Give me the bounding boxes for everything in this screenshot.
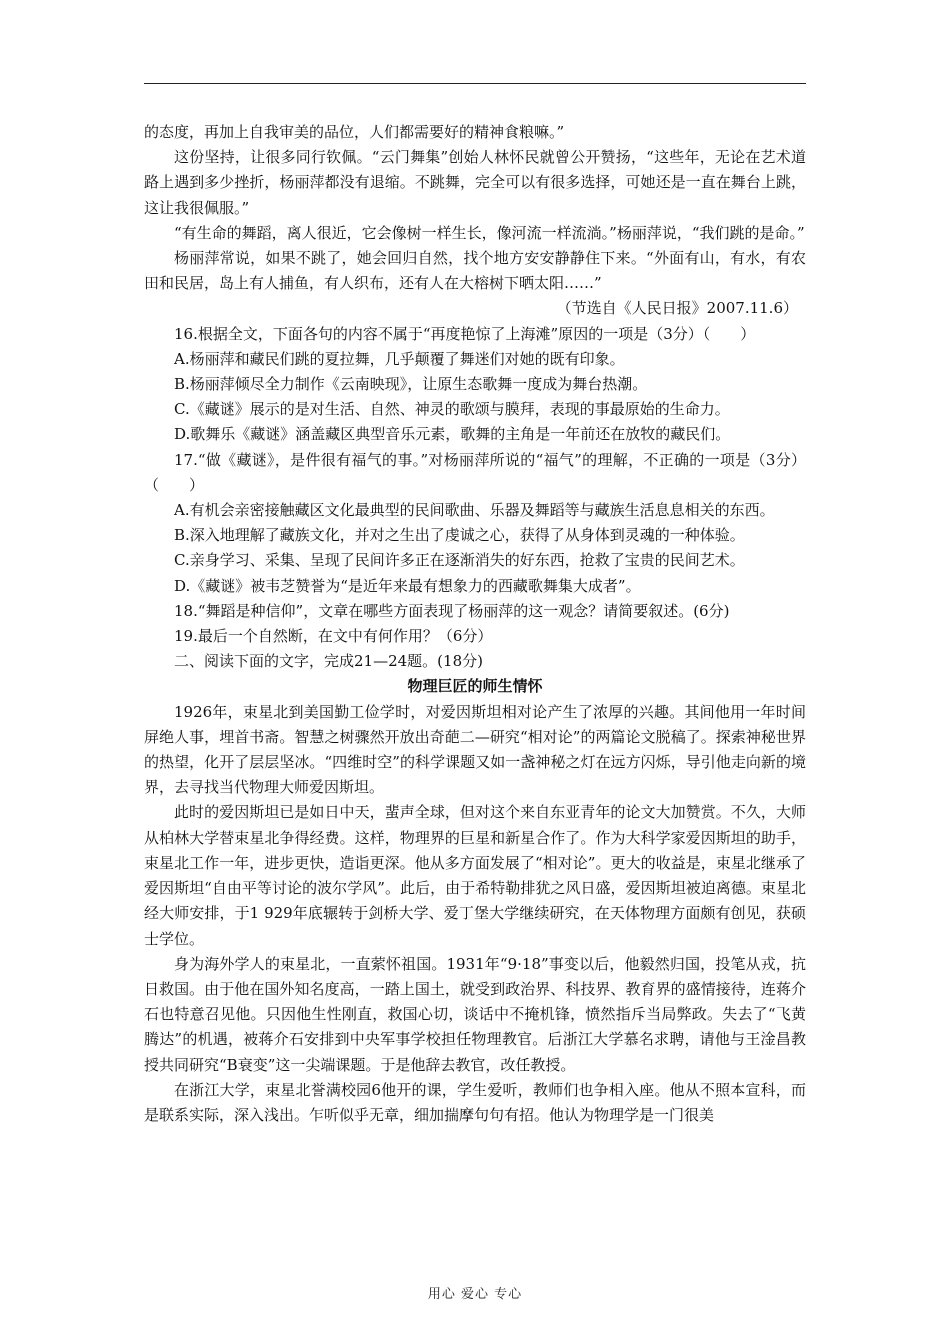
document-body [144,120,806,1128]
paragraph: 的态度，再加上自我审美的品位，人们都需要好的精神食粮嘛。” [144,123,565,141]
option-b: B.杨丽萍倾尽全力制作《云南映现》，让原生态歌舞一度成为舞台热潮。 [174,375,648,394]
paragraph: 此时的爱因斯坦已是如日中天，蜚声全球，但对这个来自东亚青年的论文大加赞赏。不久，大师从柏林大学替束星北争得经费。这样，物理界的巨星和新星合作了。作为大科学家爱因斯坦的助手，束星北工作一年，进步更快，造诣更深。他从多方面发展了“相对论”。更大的收益是，束星北继承了爱因斯坦“自由平等讨论的波尔学风”。此后，由于希特勒排犹之风日盛，爱因斯坦被迫离德。束星北经大师安排，于1 929年底辗转于剑桥大学、爱丁堡大学继续研究，在天体物理方面颇有创见，获硕士学位。 [144,803,806,948]
paragraph: 杨丽萍常说，如果不跳了，她会回归自然，找个地方安安静静住下来。“外面有山，有水，有农田和民居，岛上有人捕鱼，有人织布，还有人在大榕树下晒太阳……” [144,249,806,293]
option-c: C.亲身学习、采集、呈现了民间许多正在逐渐消失的好东西，抢救了宝贵的民间艺术。 [174,551,745,570]
option-d: D.歌舞乐《藏谜》涵盖藏区典型音乐元素，歌舞的主角是一年前还在放牧的藏民们。 [174,425,731,444]
option-c: C.《藏谜》展示的是对生活、自然、神灵的歌颂与膜拜，表现的事最原始的生命力。 [174,400,730,419]
source-citation: （节选自《人民日报》2007.11.6） [556,299,798,318]
paragraph: 在浙江大学，束星北誉满校园6他开的课，学生爱听，教师们也争相入座。他从不照本宣科，而是联系实际，深入浅出。乍听似乎无章，细加揣摩句句有招。他认为物理学是一门很美 [144,1080,806,1124]
paragraph: 1926年，束星北到美国勤工俭学时，对爱因斯坦相对论产生了浓厚的兴趣。其间他用一年时间屏绝人事，埋首书斋。智慧之树骤然开放出奇葩二—研究“相对论”的两篇论文脱稿了。探索神秘世界的热望，化开了层层坚冰。“四维时空”的科学课题又如一盏神秘之灯在远方闪烁，导引他走向新的境界，去寻找当代物理大师爱因斯坦。 [144,702,806,797]
paragraph: 身为海外学人的束星北，一直萦怀祖国。1931年“9·18”事变以后，他毅然归国，投笔从戎，抗日救国。由于他在国外知名度高，一踏上国土，就受到政治界、科技界、教育界的盛情接待，连蒋介石也特意召见他。只因他生性刚直，救国心切，谈话中不掩机锋，愤然指斥当局弊政。失去了“飞黄腾达”的机遇，被蒋介石安排到中央军事学校担任物理教官。后浙江大学慕名求聘，请他与王淦昌教授共同研究“B衰变”这一尖端课题。于是他辞去教官，改任教授。 [144,954,806,1074]
paragraph: “有生命的舞蹈，离人很近，它会像树一样生长，像河流一样流淌。”杨丽萍说，“我们跳的是命。” [174,223,805,242]
question-17: 17.“做《藏谜》，是件很有福气的事。”对杨丽萍所说的“福气”的理解，不正确的一项是（3分）（ ） [144,450,806,494]
option-a: A.杨丽萍和藏民们跳的夏拉舞，几乎颠覆了舞迷们对她的既有印象。 [174,349,625,368]
option-b: B.深入地理解了藏族文化，并对之生出了虔诚之心，获得了从身体到灵魂的一种体验。 [174,526,745,545]
option-d: D.《藏谜》被韦芝赞誉为“是近年来最有想象力的西藏歌舞集大成者”。 [174,576,641,595]
question-16: 16.根据全文，下面各句的内容不属于“再度艳惊了上海滩”原因的一项是（3分）（ ） [174,324,756,343]
question-19: 19.最后一个自然断，在文中有何作用？（6分） [174,627,493,646]
paragraph: 这份坚持，让很多同行钦佩。“云门舞集”创始人林怀民就曾公开赞扬，“这些年，无论在艺术道路上遇到多少挫折，杨丽萍都没有退缩。不跳舞，完全可以有很多选择，可她还是一直在舞台上跳，这让我很佩服。” [144,148,806,217]
option-a: A.有机会亲密接触藏区文化最典型的民间歌曲、乐器及舞蹈等与藏族生活息息相关的东西。 [174,501,775,520]
section-heading: 二、阅读下面的文字，完成21—24题。(18分) [174,652,483,671]
question-18: 18.“舞蹈是种信仰”，文章在哪些方面表现了杨丽萍的这一观念？请简要叙述。(6分) [174,601,730,620]
header-rule [144,83,806,84]
page-footer: 用心 爱心 专心 [427,1287,523,1302]
article-title: 物理巨匠的师生情怀 [407,677,543,696]
